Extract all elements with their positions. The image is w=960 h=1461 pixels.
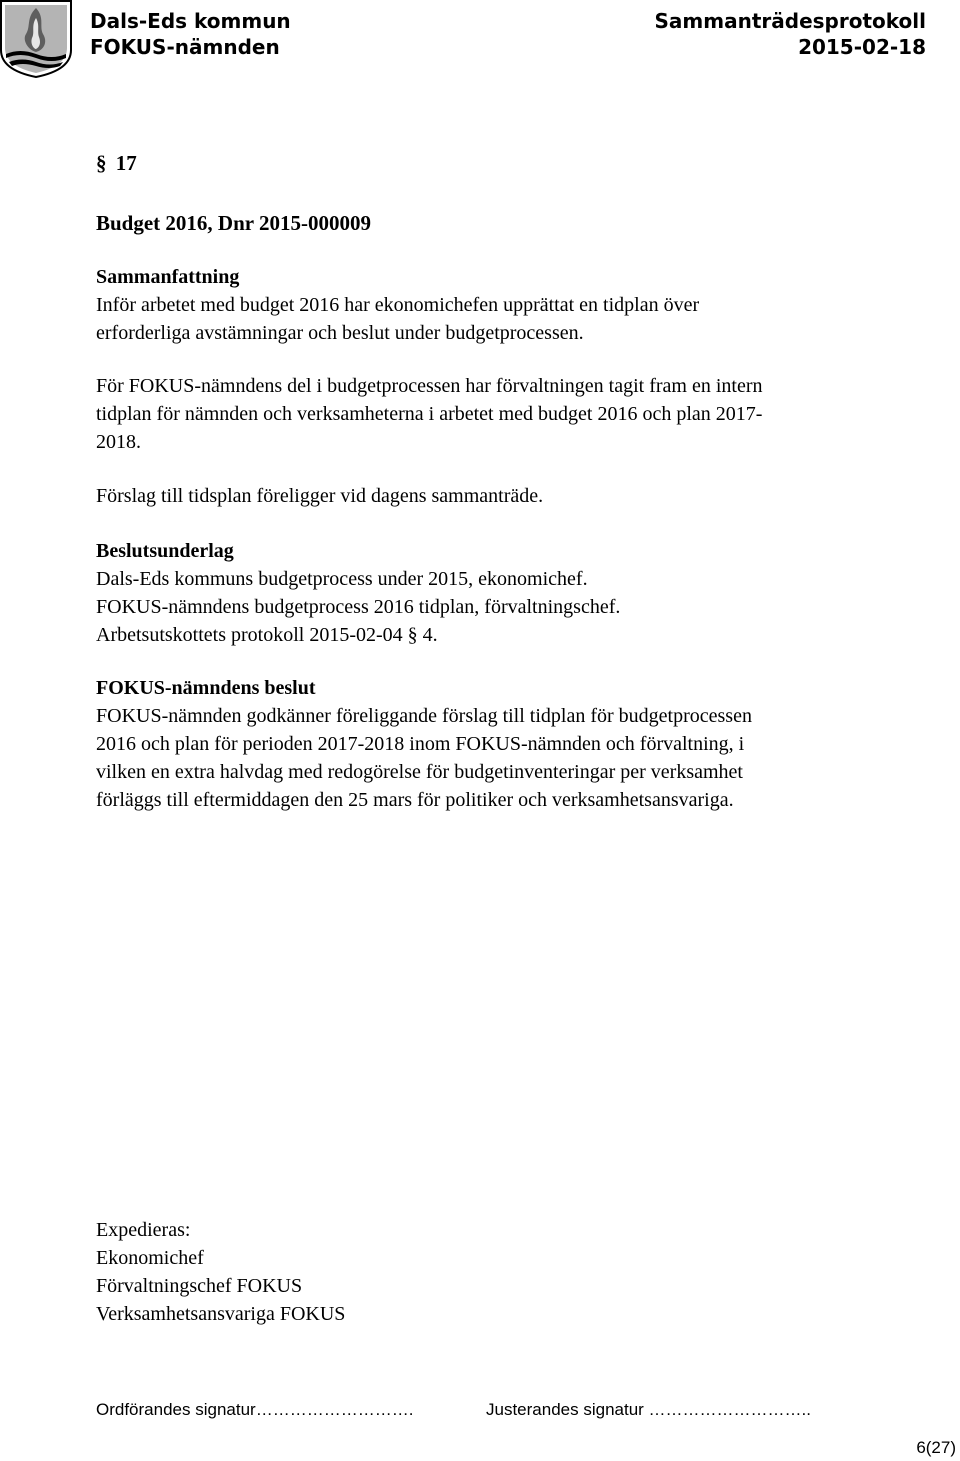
intern-line: tidplan för nämnden och verksamheterna i arbetet med budget 2016 och plan 2017-: [96, 403, 763, 425]
basis-section: [96, 537, 620, 649]
intern-line: För FOKUS-nämndens del i budgetprocessen har förvaltningen tagit fram en intern: [96, 375, 763, 397]
basis-item: Arbetsutskottets protokoll 2015-02-04 § 4.: [96, 624, 438, 646]
proposal-text: Förslag till tidsplan föreligger vid dagens sammanträde.: [96, 485, 544, 507]
section-heading: [96, 148, 137, 178]
chair-signature-field: Ordförandes signatur……………………….: [96, 1400, 414, 1419]
summary-section: [96, 263, 699, 347]
distribution-recipient: Förvaltningschef FOKUS: [96, 1275, 303, 1297]
distribution-recipient: Verksamhetsansvariga FOKUS: [96, 1303, 346, 1325]
header-committee: FOKUS-nämnden: [90, 35, 280, 59]
header-municipality: Dals-Eds kommun: [90, 9, 291, 33]
header-date: 2015-02-18: [798, 35, 926, 59]
decision-heading: FOKUS-nämndens beslut: [96, 677, 316, 699]
section-number: 17: [115, 151, 137, 175]
distribution-section: [96, 1216, 345, 1328]
decision-section: [96, 674, 752, 814]
basis-item: Dals-Eds kommuns budgetprocess under 2015, ekonomichef.: [96, 568, 588, 590]
page-number: 6(27): [916, 1438, 956, 1457]
header-doc-type: Sammanträdesprotokoll: [654, 9, 926, 33]
summary-line: Inför arbetet med budget 2016 har ekonomichefen upprättat en tidplan över: [96, 294, 700, 316]
intern-paragraph: [96, 372, 763, 456]
decision-line: förläggs till eftermiddagen den 25 mars för politiker och verksamhetsansvariga.: [96, 789, 734, 811]
decision-line: FOKUS-nämnden godkänner föreliggande förslag till tidplan för budgetprocessen: [96, 705, 752, 727]
distribution-recipient: Ekonomichef: [96, 1247, 204, 1269]
municipal-crest-icon: [0, 0, 72, 78]
distribution-heading: Expedieras:: [96, 1219, 191, 1241]
section-sign: §: [96, 151, 107, 175]
adjuster-signature-field: Justerandes signatur ………………………..: [486, 1400, 811, 1419]
summary-heading: Sammanfattning: [96, 266, 240, 288]
basis-item: FOKUS-nämndens budgetprocess 2016 tidplan, förvaltningschef.: [96, 596, 621, 618]
decision-line: 2016 och plan för perioden 2017-2018 inom FOKUS-nämnden och förvaltning, i: [96, 733, 745, 755]
basis-heading: Beslutsunderlag: [96, 540, 234, 562]
document-title: Budget 2016, Dnr 2015-000009: [96, 211, 371, 235]
summary-line: erforderliga avstämningar och beslut under budgetprocessen.: [96, 322, 584, 344]
intern-line: 2018.: [96, 431, 141, 453]
decision-line: vilken en extra halvdag med redogörelse för budgetinventeringar per verksamhet: [96, 761, 743, 783]
